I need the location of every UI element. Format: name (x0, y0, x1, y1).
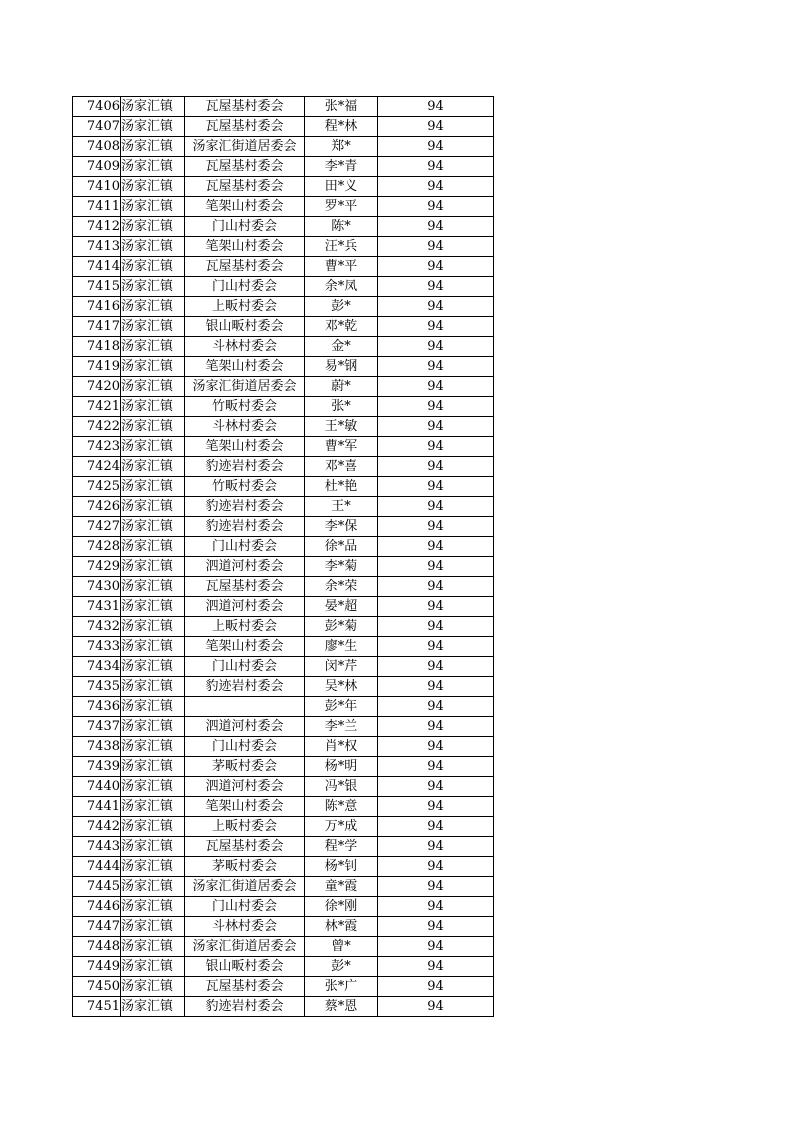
committee-cell: 瓦屋基村委会 (185, 97, 305, 117)
committee-cell: 瓦屋基村委会 (185, 157, 305, 177)
table-row (73, 117, 494, 137)
score-cell: 94 (378, 857, 494, 877)
committee-cell: 门山村委会 (185, 277, 305, 297)
town-cell: 汤家汇镇 (121, 977, 185, 997)
row-number-cell: 7422 (73, 417, 121, 437)
table-row (73, 497, 494, 517)
person-name-cell: 陈*意 (305, 797, 378, 817)
town-cell: 汤家汇镇 (121, 837, 185, 857)
table-row (73, 677, 494, 697)
row-number-cell: 7410 (73, 177, 121, 197)
person-name-cell: 王*敏 (305, 417, 378, 437)
score-cell: 94 (378, 737, 494, 757)
score-cell: 94 (378, 357, 494, 377)
town-cell: 汤家汇镇 (121, 957, 185, 977)
score-cell: 94 (378, 517, 494, 537)
table-row (73, 697, 494, 717)
row-number-cell: 7411 (73, 197, 121, 217)
row-number-cell: 7416 (73, 297, 121, 317)
person-name-cell: 曾* (305, 937, 378, 957)
score-cell: 94 (378, 157, 494, 177)
person-name-cell: 汪*兵 (305, 237, 378, 257)
person-name-cell: 金* (305, 337, 378, 357)
score-cell: 94 (378, 717, 494, 737)
table-row (73, 577, 494, 597)
town-cell: 汤家汇镇 (121, 237, 185, 257)
table-row (73, 157, 494, 177)
town-cell: 汤家汇镇 (121, 577, 185, 597)
row-number-cell: 7423 (73, 437, 121, 457)
person-name-cell: 田*义 (305, 177, 378, 197)
table-row (73, 977, 494, 997)
committee-cell: 瓦屋基村委会 (185, 577, 305, 597)
town-cell: 汤家汇镇 (121, 137, 185, 157)
row-number-cell: 7424 (73, 457, 121, 477)
town-cell: 汤家汇镇 (121, 857, 185, 877)
town-cell: 汤家汇镇 (121, 537, 185, 557)
town-cell: 汤家汇镇 (121, 297, 185, 317)
town-cell: 汤家汇镇 (121, 997, 185, 1017)
person-name-cell: 冯*银 (305, 777, 378, 797)
score-cell: 94 (378, 877, 494, 897)
town-cell: 汤家汇镇 (121, 377, 185, 397)
table-row (73, 637, 494, 657)
person-name-cell: 彭* (305, 297, 378, 317)
table-row (73, 317, 494, 337)
town-cell: 汤家汇镇 (121, 897, 185, 917)
table-row (73, 797, 494, 817)
score-cell: 94 (378, 337, 494, 357)
table-row (73, 757, 494, 777)
table-row (73, 417, 494, 437)
town-cell: 汤家汇镇 (121, 697, 185, 717)
row-number-cell: 7414 (73, 257, 121, 277)
score-cell: 94 (378, 317, 494, 337)
town-cell: 汤家汇镇 (121, 417, 185, 437)
score-cell: 94 (378, 217, 494, 237)
committee-cell: 笔架山村委会 (185, 237, 305, 257)
committee-cell: 门山村委会 (185, 737, 305, 757)
score-cell: 94 (378, 137, 494, 157)
town-cell: 汤家汇镇 (121, 197, 185, 217)
row-number-cell: 7420 (73, 377, 121, 397)
row-number-cell: 7438 (73, 737, 121, 757)
person-name-cell: 徐*刚 (305, 897, 378, 917)
row-number-cell: 7418 (73, 337, 121, 357)
town-cell: 汤家汇镇 (121, 277, 185, 297)
committee-cell (185, 697, 305, 717)
committee-cell: 瓦屋基村委会 (185, 977, 305, 997)
committee-cell: 竹畈村委会 (185, 477, 305, 497)
score-cell: 94 (378, 437, 494, 457)
score-cell: 94 (378, 957, 494, 977)
score-cell: 94 (378, 697, 494, 717)
score-cell: 94 (378, 237, 494, 257)
town-cell: 汤家汇镇 (121, 817, 185, 837)
table-row (73, 477, 494, 497)
town-cell: 汤家汇镇 (121, 157, 185, 177)
person-name-cell: 杜*艳 (305, 477, 378, 497)
table-row (73, 777, 494, 797)
town-cell: 汤家汇镇 (121, 497, 185, 517)
table-row (73, 857, 494, 877)
person-name-cell: 陈* (305, 217, 378, 237)
score-cell: 94 (378, 657, 494, 677)
row-number-cell: 7431 (73, 597, 121, 617)
row-number-cell: 7447 (73, 917, 121, 937)
table-row (73, 437, 494, 457)
row-number-cell: 7408 (73, 137, 121, 157)
person-name-cell: 李*青 (305, 157, 378, 177)
score-cell: 94 (378, 837, 494, 857)
person-name-cell: 易*钢 (305, 357, 378, 377)
score-cell: 94 (378, 417, 494, 437)
table-row (73, 257, 494, 277)
score-cell: 94 (378, 177, 494, 197)
row-number-cell: 7448 (73, 937, 121, 957)
town-cell: 汤家汇镇 (121, 877, 185, 897)
row-number-cell: 7435 (73, 677, 121, 697)
score-cell: 94 (378, 277, 494, 297)
table-row (73, 177, 494, 197)
town-cell: 汤家汇镇 (121, 117, 185, 137)
score-cell: 94 (378, 457, 494, 477)
committee-cell: 门山村委会 (185, 217, 305, 237)
town-cell: 汤家汇镇 (121, 737, 185, 757)
town-cell: 汤家汇镇 (121, 637, 185, 657)
committee-cell: 门山村委会 (185, 897, 305, 917)
row-number-cell: 7419 (73, 357, 121, 377)
person-name-cell: 杨*钊 (305, 857, 378, 877)
person-name-cell: 万*成 (305, 817, 378, 837)
score-cell: 94 (378, 937, 494, 957)
table-row (73, 897, 494, 917)
person-name-cell: 郑* (305, 137, 378, 157)
town-cell: 汤家汇镇 (121, 777, 185, 797)
score-cell: 94 (378, 97, 494, 117)
row-number-cell: 7437 (73, 717, 121, 737)
row-number-cell: 7417 (73, 317, 121, 337)
row-number-cell: 7415 (73, 277, 121, 297)
committee-cell: 银山畈村委会 (185, 317, 305, 337)
row-number-cell: 7409 (73, 157, 121, 177)
committee-cell: 瓦屋基村委会 (185, 117, 305, 137)
person-name-cell: 程*学 (305, 837, 378, 857)
row-number-cell: 7430 (73, 577, 121, 597)
person-name-cell: 彭*菊 (305, 617, 378, 637)
score-cell: 94 (378, 257, 494, 277)
committee-cell: 汤家汇街道居委会 (185, 137, 305, 157)
town-cell: 汤家汇镇 (121, 437, 185, 457)
table-row (73, 917, 494, 937)
town-cell: 汤家汇镇 (121, 337, 185, 357)
score-cell: 94 (378, 637, 494, 657)
person-name-cell: 曹*平 (305, 257, 378, 277)
person-name-cell: 邓*喜 (305, 457, 378, 477)
table-row (73, 957, 494, 977)
committee-cell: 门山村委会 (185, 537, 305, 557)
score-cell: 94 (378, 777, 494, 797)
table-row (73, 237, 494, 257)
score-cell: 94 (378, 397, 494, 417)
table-row (73, 337, 494, 357)
table-row (73, 997, 494, 1017)
row-number-cell: 7451 (73, 997, 121, 1017)
town-cell: 汤家汇镇 (121, 597, 185, 617)
person-name-cell: 王* (305, 497, 378, 517)
committee-cell: 汤家汇街道居委会 (185, 377, 305, 397)
person-name-cell: 童*霞 (305, 877, 378, 897)
town-cell: 汤家汇镇 (121, 657, 185, 677)
score-cell: 94 (378, 557, 494, 577)
town-cell: 汤家汇镇 (121, 937, 185, 957)
table-row (73, 277, 494, 297)
row-number-cell: 7450 (73, 977, 121, 997)
person-name-cell: 廖*生 (305, 637, 378, 657)
town-cell: 汤家汇镇 (121, 757, 185, 777)
score-cell: 94 (378, 797, 494, 817)
person-name-cell: 徐*品 (305, 537, 378, 557)
table-row (73, 517, 494, 537)
table-row (73, 937, 494, 957)
score-cell: 94 (378, 597, 494, 617)
town-cell: 汤家汇镇 (121, 97, 185, 117)
table-row (73, 357, 494, 377)
person-name-cell: 李*兰 (305, 717, 378, 737)
table-row (73, 137, 494, 157)
table-row (73, 457, 494, 477)
person-name-cell: 张*广 (305, 977, 378, 997)
row-number-cell: 7442 (73, 817, 121, 837)
committee-cell: 茅畈村委会 (185, 857, 305, 877)
committee-cell: 笔架山村委会 (185, 637, 305, 657)
row-number-cell: 7413 (73, 237, 121, 257)
row-number-cell: 7446 (73, 897, 121, 917)
committee-cell: 笔架山村委会 (185, 437, 305, 457)
table-row (73, 557, 494, 577)
committee-cell: 上畈村委会 (185, 617, 305, 637)
committee-cell: 泗道河村委会 (185, 777, 305, 797)
score-cell: 94 (378, 677, 494, 697)
town-cell: 汤家汇镇 (121, 617, 185, 637)
person-name-cell: 罗*平 (305, 197, 378, 217)
row-number-cell: 7427 (73, 517, 121, 537)
person-name-cell: 李*保 (305, 517, 378, 537)
row-number-cell: 7426 (73, 497, 121, 517)
person-name-cell: 杨*明 (305, 757, 378, 777)
committee-cell: 瓦屋基村委会 (185, 177, 305, 197)
person-name-cell: 邓*乾 (305, 317, 378, 337)
row-number-cell: 7407 (73, 117, 121, 137)
table-row (73, 617, 494, 637)
score-cell: 94 (378, 977, 494, 997)
committee-cell: 豹迹岩村委会 (185, 517, 305, 537)
score-cell: 94 (378, 617, 494, 637)
person-name-cell: 彭*年 (305, 697, 378, 717)
person-name-cell: 李*菊 (305, 557, 378, 577)
town-cell: 汤家汇镇 (121, 357, 185, 377)
row-number-cell: 7444 (73, 857, 121, 877)
table-row (73, 717, 494, 737)
row-number-cell: 7432 (73, 617, 121, 637)
committee-cell: 豹迹岩村委会 (185, 997, 305, 1017)
table-row (73, 97, 494, 117)
town-cell: 汤家汇镇 (121, 177, 185, 197)
town-cell: 汤家汇镇 (121, 477, 185, 497)
roster-body (73, 97, 494, 1017)
committee-cell: 竹畈村委会 (185, 397, 305, 417)
town-cell: 汤家汇镇 (121, 457, 185, 477)
row-number-cell: 7406 (73, 97, 121, 117)
person-name-cell: 余*凤 (305, 277, 378, 297)
roster-table (72, 96, 494, 1017)
table-row (73, 817, 494, 837)
score-cell: 94 (378, 897, 494, 917)
score-cell: 94 (378, 577, 494, 597)
committee-cell: 豹迹岩村委会 (185, 457, 305, 477)
score-cell: 94 (378, 117, 494, 137)
person-name-cell: 肖*权 (305, 737, 378, 757)
town-cell: 汤家汇镇 (121, 517, 185, 537)
town-cell: 汤家汇镇 (121, 317, 185, 337)
person-name-cell: 余*荣 (305, 577, 378, 597)
committee-cell: 笔架山村委会 (185, 197, 305, 217)
committee-cell: 豹迹岩村委会 (185, 497, 305, 517)
town-cell: 汤家汇镇 (121, 217, 185, 237)
committee-cell: 泗道河村委会 (185, 597, 305, 617)
row-number-cell: 7445 (73, 877, 121, 897)
score-cell: 94 (378, 757, 494, 777)
person-name-cell: 曹*军 (305, 437, 378, 457)
table-row (73, 737, 494, 757)
score-cell: 94 (378, 377, 494, 397)
committee-cell: 瓦屋基村委会 (185, 257, 305, 277)
row-number-cell: 7428 (73, 537, 121, 557)
committee-cell: 门山村委会 (185, 657, 305, 677)
person-name-cell: 吴*林 (305, 677, 378, 697)
row-number-cell: 7443 (73, 837, 121, 857)
table-row (73, 217, 494, 237)
table-row (73, 597, 494, 617)
score-cell: 94 (378, 537, 494, 557)
committee-cell: 泗道河村委会 (185, 557, 305, 577)
table-row (73, 297, 494, 317)
committee-cell: 笔架山村委会 (185, 357, 305, 377)
person-name-cell: 彭* (305, 957, 378, 977)
row-number-cell: 7433 (73, 637, 121, 657)
table-row (73, 837, 494, 857)
score-cell: 94 (378, 817, 494, 837)
row-number-cell: 7449 (73, 957, 121, 977)
committee-cell: 泗道河村委会 (185, 717, 305, 737)
row-number-cell: 7440 (73, 777, 121, 797)
committee-cell: 斗林村委会 (185, 917, 305, 937)
person-name-cell: 林*霞 (305, 917, 378, 937)
score-cell: 94 (378, 477, 494, 497)
row-number-cell: 7434 (73, 657, 121, 677)
row-number-cell: 7439 (73, 757, 121, 777)
person-name-cell: 蔚* (305, 377, 378, 397)
score-cell: 94 (378, 497, 494, 517)
table-row (73, 877, 494, 897)
committee-cell: 上畈村委会 (185, 297, 305, 317)
committee-cell: 瓦屋基村委会 (185, 837, 305, 857)
score-cell: 94 (378, 297, 494, 317)
committee-cell: 斗林村委会 (185, 417, 305, 437)
row-number-cell: 7429 (73, 557, 121, 577)
score-cell: 94 (378, 197, 494, 217)
person-name-cell: 张* (305, 397, 378, 417)
row-number-cell: 7425 (73, 477, 121, 497)
committee-cell: 斗林村委会 (185, 337, 305, 357)
table-row (73, 397, 494, 417)
row-number-cell: 7421 (73, 397, 121, 417)
person-name-cell: 晏*超 (305, 597, 378, 617)
committee-cell: 汤家汇街道居委会 (185, 877, 305, 897)
committee-cell: 汤家汇街道居委会 (185, 937, 305, 957)
committee-cell: 银山畈村委会 (185, 957, 305, 977)
town-cell: 汤家汇镇 (121, 797, 185, 817)
row-number-cell: 7412 (73, 217, 121, 237)
person-name-cell: 闵*芹 (305, 657, 378, 677)
score-cell: 94 (378, 917, 494, 937)
person-name-cell: 蔡*恩 (305, 997, 378, 1017)
town-cell: 汤家汇镇 (121, 677, 185, 697)
committee-cell: 笔架山村委会 (185, 797, 305, 817)
person-name-cell: 程*林 (305, 117, 378, 137)
committee-cell: 上畈村委会 (185, 817, 305, 837)
town-cell: 汤家汇镇 (121, 717, 185, 737)
table-row (73, 197, 494, 217)
score-cell: 94 (378, 997, 494, 1017)
table-row (73, 377, 494, 397)
table-row (73, 537, 494, 557)
person-name-cell: 张*福 (305, 97, 378, 117)
row-number-cell: 7441 (73, 797, 121, 817)
row-number-cell: 7436 (73, 697, 121, 717)
town-cell: 汤家汇镇 (121, 257, 185, 277)
town-cell: 汤家汇镇 (121, 917, 185, 937)
committee-cell: 豹迹岩村委会 (185, 677, 305, 697)
town-cell: 汤家汇镇 (121, 397, 185, 417)
table-row (73, 657, 494, 677)
committee-cell: 茅畈村委会 (185, 757, 305, 777)
town-cell: 汤家汇镇 (121, 557, 185, 577)
